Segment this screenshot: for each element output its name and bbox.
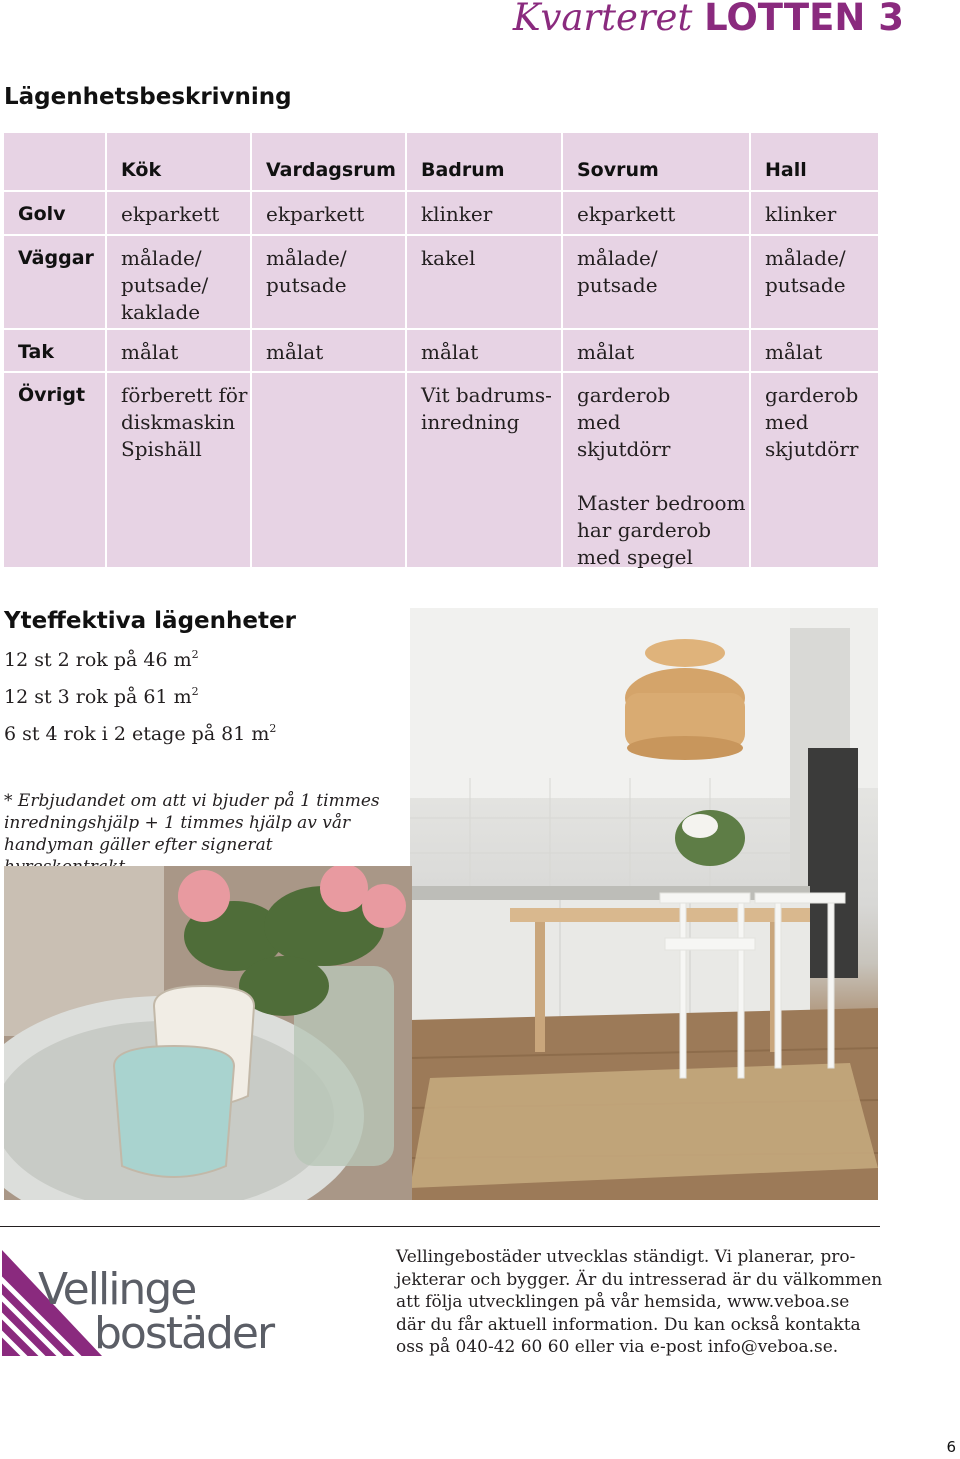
table-cell: garderob med skjutdörr Master bedroom har garderob med spegel xyxy=(563,373,749,567)
table-cell xyxy=(252,373,405,567)
apartment-size-text: 6 st 4 rok i 2 etage på 81 m xyxy=(4,723,270,745)
logo-line-2: bostäder xyxy=(94,1308,274,1359)
table-column-header: Vardagsrum xyxy=(252,133,405,190)
table-cell: förberett för diskmaskin Spishäll xyxy=(107,373,250,567)
table-row-label: Tak xyxy=(4,330,105,371)
apartment-size-text: 12 st 2 rok på 46 m xyxy=(4,649,192,671)
table-row-label: Övrigt xyxy=(4,373,105,567)
table-cell: målade/ putsade xyxy=(563,236,749,328)
table-cell: målade/ putsade xyxy=(252,236,405,328)
table-cell: klinker xyxy=(407,192,561,234)
table-column-header: Badrum xyxy=(407,133,561,190)
footer-info-text: Vellingebostäder utvecklas ständigt. Vi planerar, pro- jekterar och bygger. Är du intresserad är du välkommen att följa utvecklingen på vår hemsida, www.veboa.se där du får aktuell information. Du kan också kontakta oss på 040-42 60 60 eller via e-post info@veboa.se. xyxy=(396,1247,883,1357)
table-row-label: Golv xyxy=(4,192,105,234)
table-cell: garderob med skjutdörr xyxy=(751,373,878,567)
table-cell: ekparkett xyxy=(563,192,749,234)
brand-title xyxy=(513,0,904,39)
table-cell: målat xyxy=(407,330,561,371)
table-cell: målat xyxy=(107,330,250,371)
brand-title-bold: LOTTEN 3 xyxy=(704,0,904,39)
apartment-size-line xyxy=(4,685,199,708)
table-row-label: Väggar xyxy=(4,236,105,328)
table-column-header: Kök xyxy=(107,133,250,190)
area-unit-superscript: 2 xyxy=(191,648,199,661)
kitchen-photo xyxy=(410,608,878,1200)
footer-divider xyxy=(0,1226,880,1227)
table-cell: Vit badrums- inredning xyxy=(407,373,561,567)
area-unit-superscript: 2 xyxy=(269,722,277,735)
table-cell: kakel xyxy=(407,236,561,328)
table-column-header: Hall xyxy=(751,133,878,190)
table-cell: målat xyxy=(751,330,878,371)
table-cell: målat xyxy=(563,330,749,371)
brand-title-script: Kvarteret xyxy=(512,0,693,39)
apartment-size-line xyxy=(4,648,199,671)
offer-footnote: * Erbjudandet om att vi bjuder på 1 timmes inredningshjälp + 1 timmes hjälp av vår handyman gäller efter signerat xyxy=(4,791,380,855)
table-cell: klinker xyxy=(751,192,878,234)
apartment-description-heading: Lägenhetsbeskrivning xyxy=(4,84,292,110)
table-cell: ekparkett xyxy=(252,192,405,234)
kitchen-photo-illustration xyxy=(410,608,878,1200)
page-number: 6 xyxy=(946,1438,956,1456)
efficient-apartments-heading: Yteffektiva lägenheter xyxy=(4,608,296,634)
apartment-description-table xyxy=(4,133,878,567)
table-column-header xyxy=(4,133,105,190)
apartment-size-text: 12 st 3 rok på 61 m xyxy=(4,686,192,708)
logo-line-1: Vellinge xyxy=(38,1264,196,1315)
apartment-size-line xyxy=(4,722,276,745)
table-cell: målat xyxy=(252,330,405,371)
cups-and-roses-photo xyxy=(4,866,412,1200)
table-cell: målade/ putsade/ kaklade xyxy=(107,236,250,328)
cups-and-roses-illustration xyxy=(4,866,412,1200)
table-cell: målade/ putsade xyxy=(751,236,878,328)
vellinge-bostader-logo xyxy=(2,1250,274,1359)
area-unit-superscript: 2 xyxy=(191,685,199,698)
table-cell: ekparkett xyxy=(107,192,250,234)
table-column-header: Sovrum xyxy=(563,133,749,190)
